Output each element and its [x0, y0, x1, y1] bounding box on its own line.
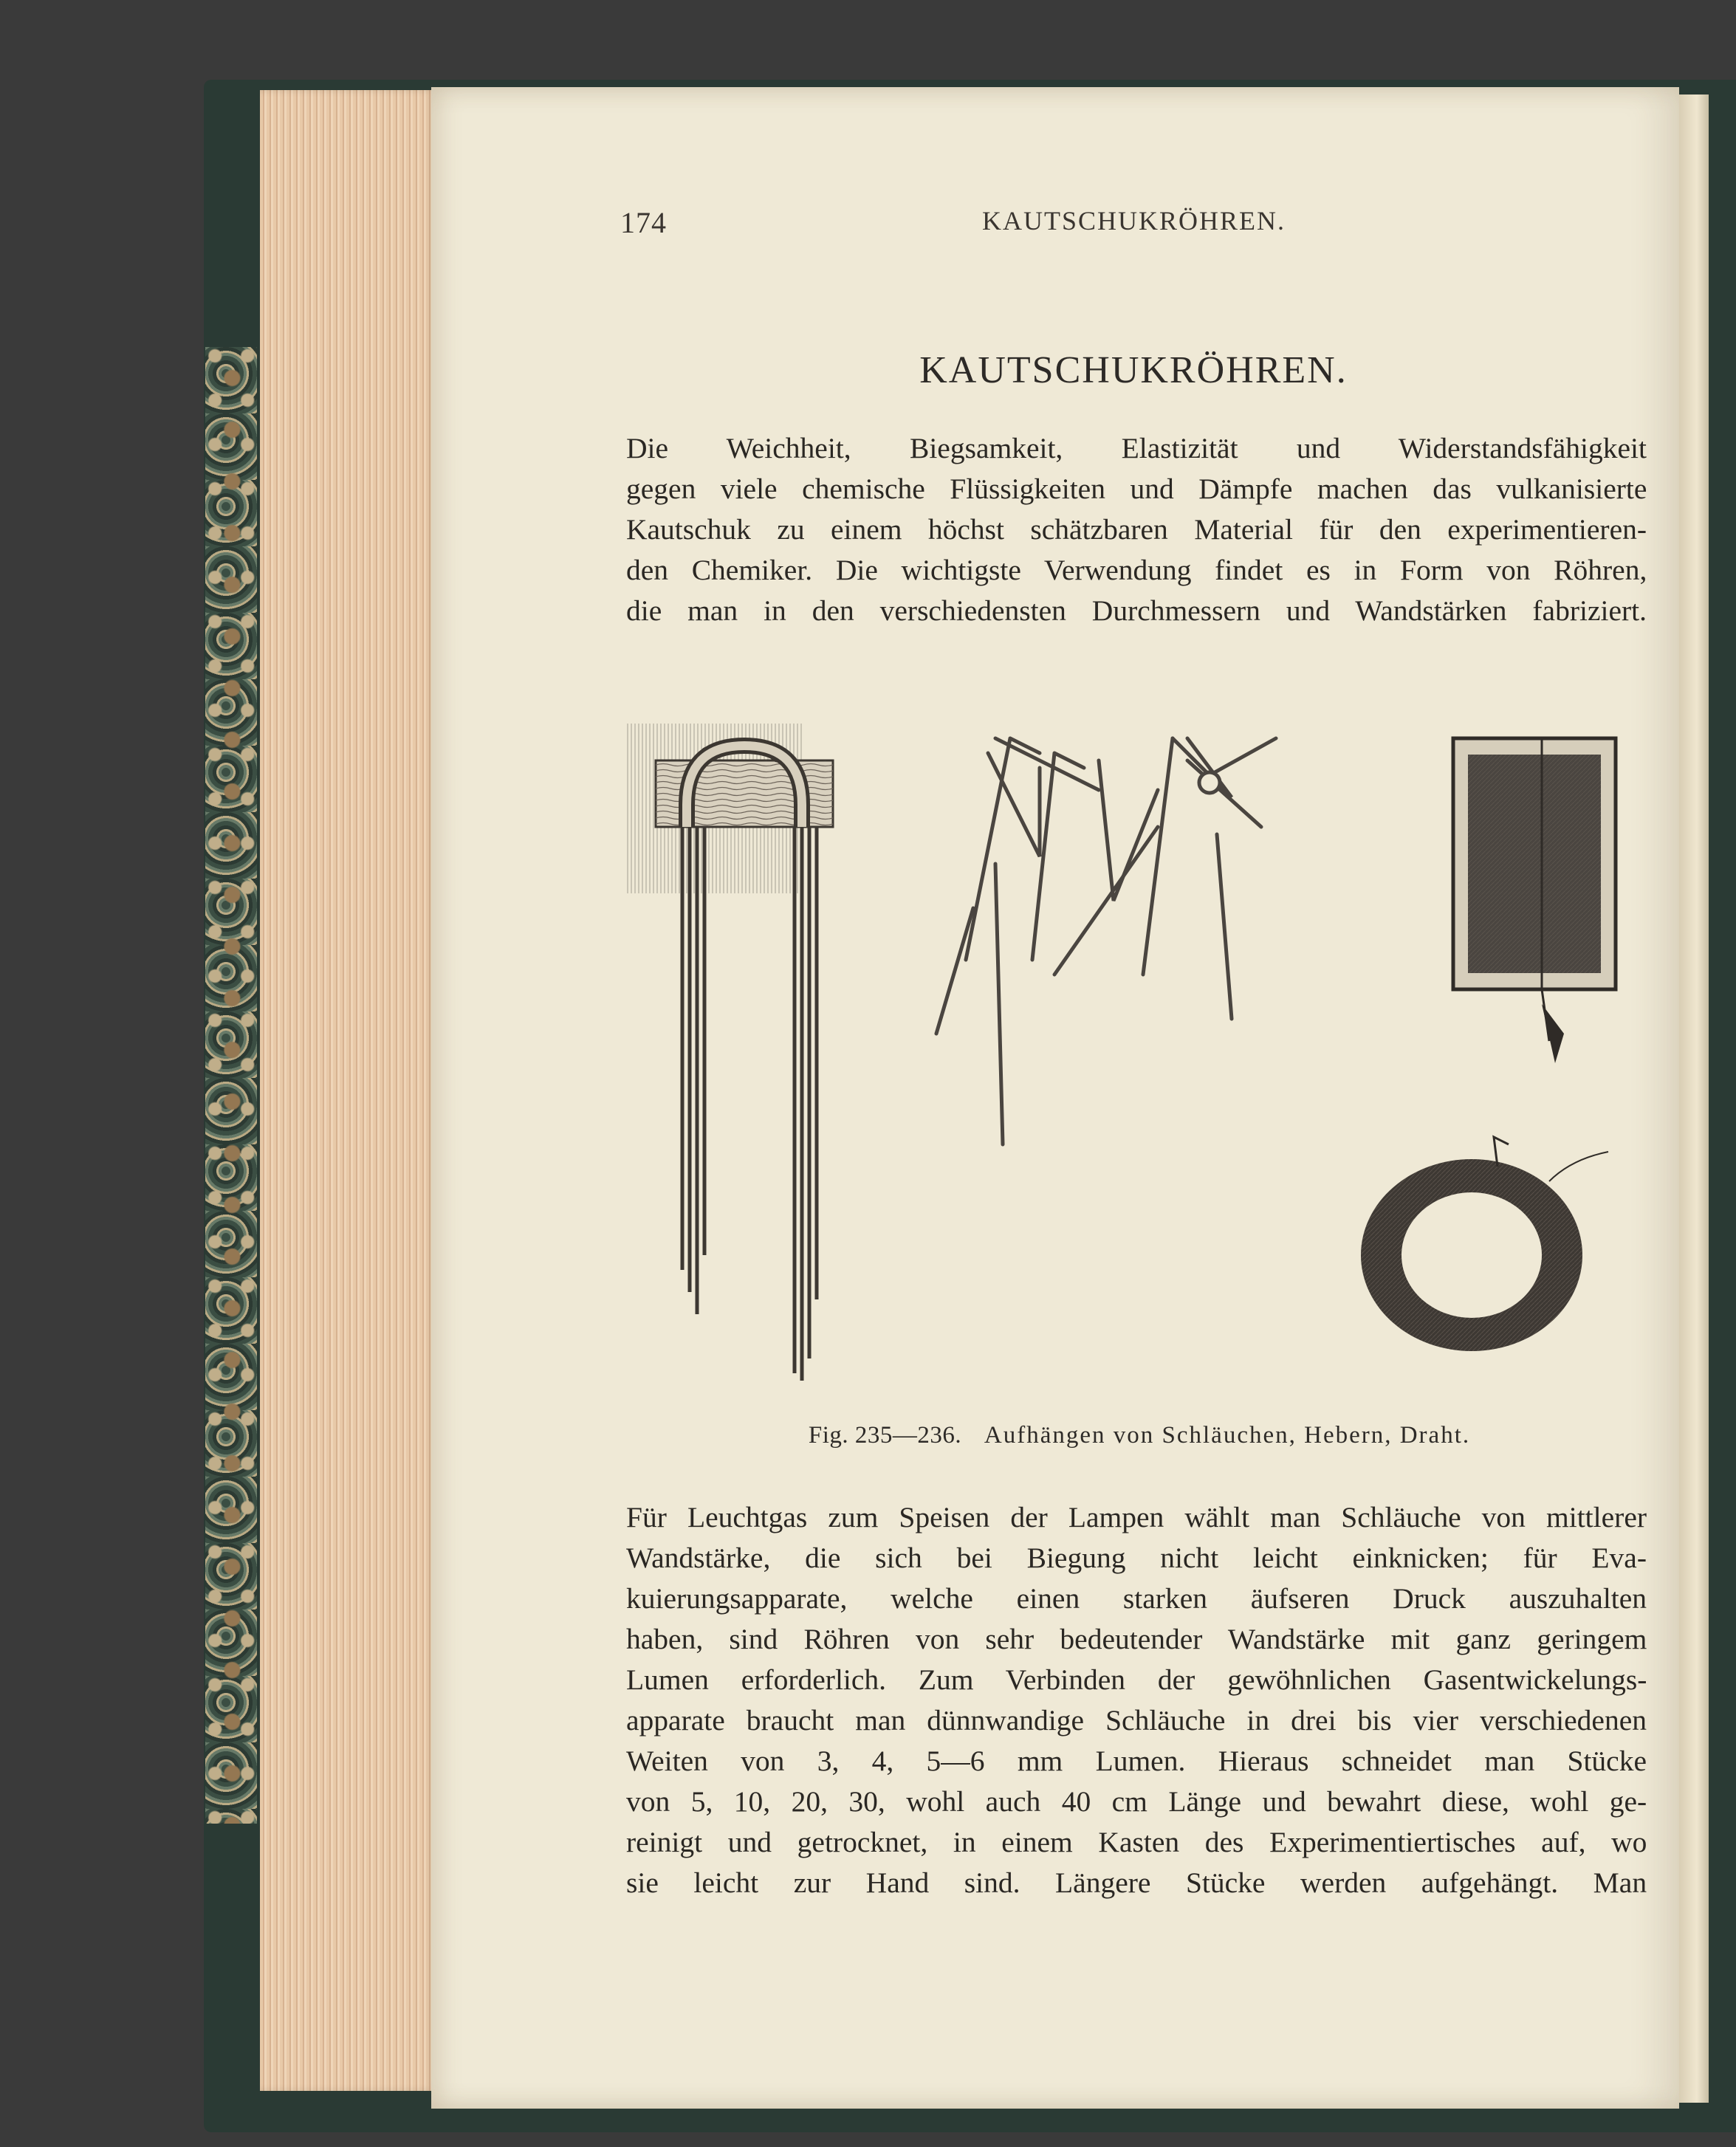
text-line: haben, sind Röhren von sehr bedeutender Wandstärke mit ganz geringem — [626, 1623, 1647, 1655]
figure-235-236 — [626, 709, 1653, 1403]
caption-label: Fig. 235—236. — [808, 1422, 962, 1449]
text-line: Weiten von 3, 4, 5—6 mm Lumen. Hieraus schneidet man Stücke — [626, 1745, 1647, 1777]
caption-text: Aufhängen von Schläuchen, Hebern, Draht. — [984, 1422, 1471, 1449]
text-line: apparate braucht man dünnwandige Schläuche in drei bis vier verschiedenen — [626, 1704, 1647, 1737]
siphon-tubes-illustration — [936, 738, 1276, 1144]
text-line: die man in den verschiedensten Durchmessern und Wandstärken fabriziert. — [626, 594, 1647, 627]
text-line: Wandstärke, die sich bei Biegung nicht leicht einknicken; für Eva- — [626, 1542, 1647, 1574]
paragraph-1 — [626, 428, 1647, 631]
text-line: von 5, 10, 20, 30, wohl auch 40 cm Länge und bewahrt diese, wohl ge- — [626, 1785, 1647, 1818]
text-line: Die Weichheit, Biegsamkeit, Elastizität und Widerstandsfähigkeit — [626, 432, 1647, 464]
text-line: Lumen erforderlich. Zum Verbinden der gewöhnlichen Gasentwickelungs- — [626, 1663, 1647, 1696]
figure-illustration — [626, 709, 1653, 1403]
figure-caption — [626, 1422, 1653, 1449]
running-title: KAUTSCHUKRÖHREN. — [982, 206, 1286, 236]
marbled-cover-edge — [205, 347, 257, 1824]
text-line: gegen viele chemische Flüssigkeiten und Dämpfe machen das vulkanisierte — [626, 473, 1647, 505]
page-edges — [260, 90, 436, 2091]
page-number: 174 — [620, 206, 667, 239]
wire-box-illustration — [1453, 738, 1616, 1063]
chapter-title: KAUTSCHUKRÖHREN. — [919, 349, 1348, 391]
text-line: Für Leuchtgas zum Speisen der Lampen wählt man Schläuche von mittlerer — [626, 1501, 1647, 1533]
wire-coil-illustration — [1361, 1137, 1608, 1351]
text-line: reinigt und getrocknet, in einem Kasten des Experimentiertisches auf, wo — [626, 1826, 1647, 1858]
tube-hanger-illustration — [626, 724, 833, 1381]
text-line: sie leicht zur Hand sind. Längere Stücke werden aufgehängt. Man — [626, 1866, 1647, 1899]
facing-page-edge — [1679, 95, 1709, 2103]
text-line: kuierungsapparate, welche einen starken äufseren Druck auszuhalten — [626, 1582, 1647, 1615]
text-line: den Chemiker. Die wichtigste Verwendung findet es in Form von Röhren, — [626, 554, 1647, 586]
paragraph-2 — [626, 1497, 1647, 1903]
text-line: Kautschuk zu einem höchst schätzbaren Material für den experimentieren- — [626, 513, 1647, 546]
running-head — [620, 205, 1654, 242]
